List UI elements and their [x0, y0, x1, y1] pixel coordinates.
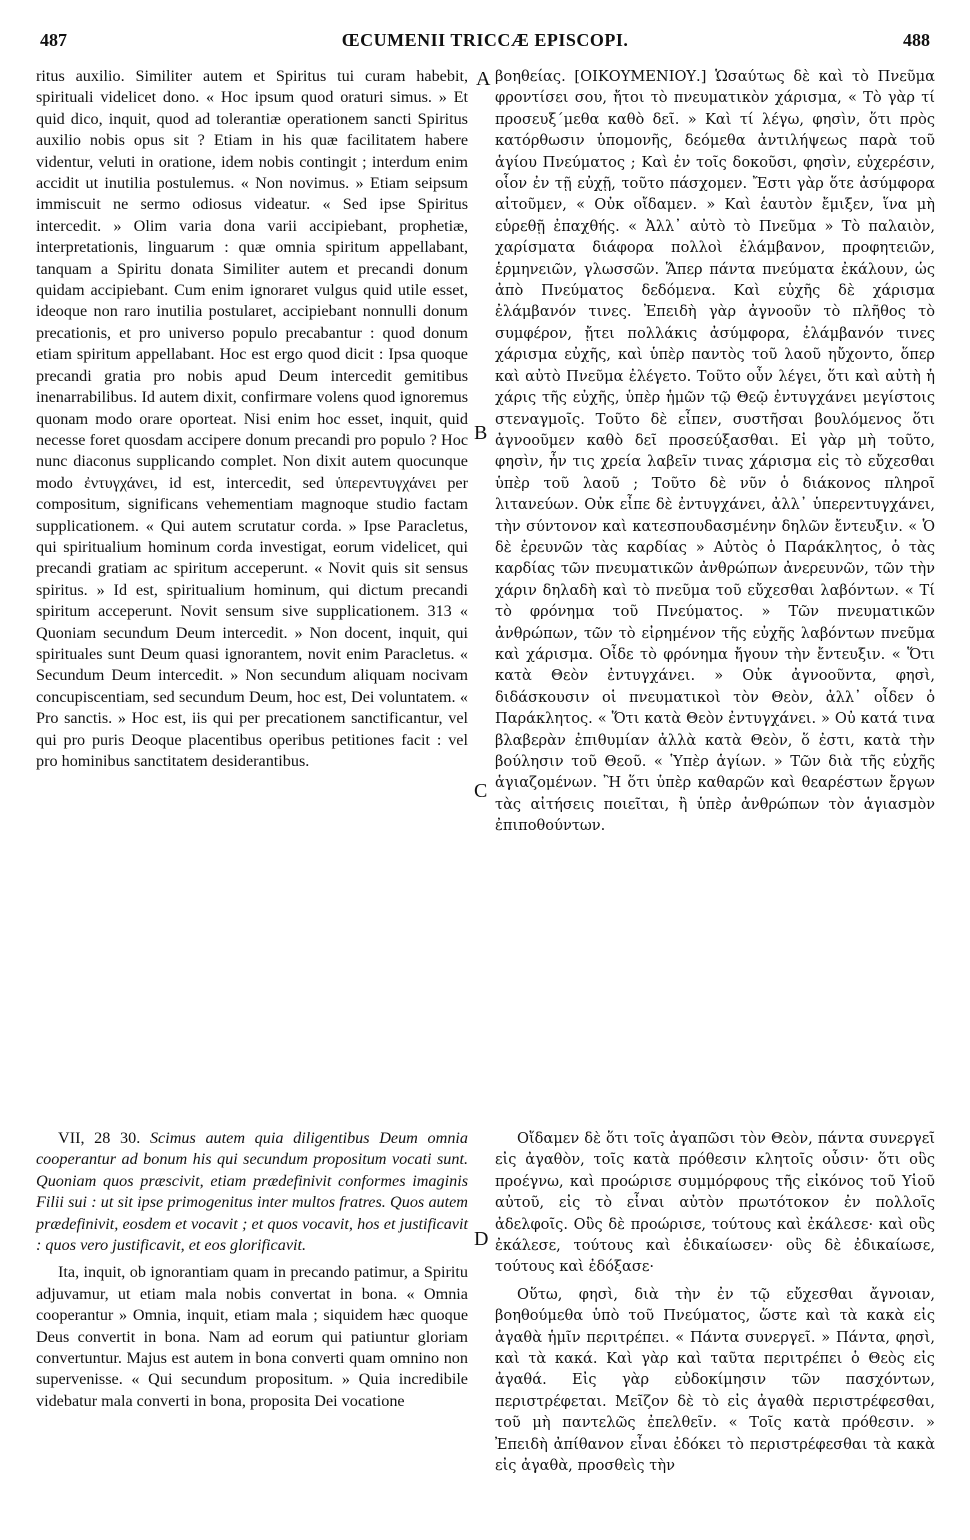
- greek-bottom-commentary: Οὕτω, φησὶ, διὰ τὴν ἐν τῷ εὔχεσθαι ἄγνοιαν, βοηθούμεθα ὑπὸ τοῦ Πνεύματος, ὥστε καὶ τὰ κακὰ εἰς ἀγαθὰ ἡμῖν περιτρέπει. « Πάντα συνεργεῖ. » Πάντα, φησὶ, καὶ τὰ κακά. Καὶ γὰρ καὶ ταῦτα περιτρέπει ὁ Θεὸς εἰς ἀγαθά. Εἰς γὰρ εὐδοκίμησιν τῶν πασχόντων, περιστρέφεται. Μεῖζον δὲ τὸ εἰς ἀγαθὰ περιστρέφεσθαι, τοῦ μὴ παντελῶς ἐπελθεῖν. « Τοῖς κατὰ πρόθεσιν. » Ἐπειδὴ ἀπίθανον εἶναι ἐδόκει τὸ περιστρέφεσθαι τὰ κακὰ εἰς ἀγαθὰ, προσθεὶς τὴν: [495, 1285, 935, 1475]
- latin-commentary: ritus auxilio. Similiter autem et Spiritus tui curam habebit, spirituali videlicet dono. « Hoc ipsum quod oraturi simus. » Et quid dico, inquit, quod ad tolerantiæ operationem sancti Spiritus auxilio nobis opus sit ? Etiam in his quæ facilitatem habere videntur, veluti in oratione, idem nobis contingit ; interdum enim accidit ut inutilia postulemus. « Non novimus. » Etiam seipsum immiscuit ne sermo odiosus videatur. « Sed ipse Spiritus intercedit. » Olim varia dona varii accipiebant, prophetiæ, interpretationis, linguarum : quæ omnia spiritum appellabant, tanquam a Spiritu donata Similiter autem et precandi donum quidam accipiebant. Cum enim ignoraret vulgus quid utile esset, ideoque non raro inutilia postularet, accipiebant nonnulli donum precationis, et pro universo populo precabantur : quod donum etiam spiritum appellabant. Hoc est ergo quod dicit : Ipsa quoque precandi gratia pro nobis apud Deum intercedit gemitibus inenarrabilibus. Id autem dixit, confirmare volens quod ignoremus quonam modo orare oporteat. Nisi enim hoc esset, inquit, quid necesse foret quosdam accipere donum precandi pro populo ? Hoc nunc diaconus supplicando complet. Non dixit autem quocunque modo ἐντυγχάνει, id est, intercedit, sed ὑπερεντυγχάνει per compositum, significans vehementiam magnoque studio factam supplicationem. « Qui autem scrutatur corda. » Ipse Paracletus, qui spiritualium hominum corda investigat, eorum videlicet, qui precandi gratiam ac spiritum acceperunt. « Novit quis sit sensus spiritus. » Id est, spiritualium hominum, qui dictum precandi spiritum acceperunt. Novit sensum sive supplicationem. 313 « Quoniam secundum Deum intercedit. » Non docent, inquit, qui spirituales sunt Deum quasi ignorantem, novit enim Paracletus. « Secundum Deum intercedit. » Non secundum aliquam nocivam concupiscentiam, sed secundum Deum, hoc est, Dei voluntatem. « Pro sanctis. » Hoc est, iis qui per precationem sanctificantur, vel qui pro puris Deoque placentibus operibus petitiones facit : vel pro hominibus sanctitatem desiderantibus.: [36, 67, 468, 770]
- latin-column-bottom: [36, 1128, 468, 1412]
- page-number-right: 488: [903, 30, 930, 50]
- latin-column-top: [36, 66, 468, 772]
- latin-bottom-commentary: Ita, inquit, ob ignorantiam quam in precando patimur, a Spiritu adjuvamur, ut etiam mala nobis convertat in bona. « Omnia cooperantur » Omnia, inquit, etiam mala ; siquidem hæc quoque Deus convertit in bona. Nam ad eorum qui patiuntur gloriam convertuntur. Majus est autem in bona converti quam omnino non supervenisse. « Qui secundum propositum. » Quia incredibile videbatur mala converti in bona, proposita Dei vocatione: [36, 1263, 468, 1410]
- section-marker-b: B: [474, 422, 488, 444]
- section-marker-c: C: [474, 780, 488, 802]
- latin-verse: [36, 1128, 468, 1256]
- greek-verse: Οἴδαμεν δὲ ὅτι τοῖς ἀγαπῶσι τὸν Θεὸν, πάντα συνεργεῖ εἰς ἀγαθὸν, τοῖς κατὰ πρόθεσιν κλητοῖς οὖσιν· ὅτι οὓς προέγνω, καὶ προώρισε συμμόρφους τῆς εἰκόνος τοῦ Υἱοῦ αὐτοῦ, εἰς τὸ εἶναι αὐτὸν πρωτότοκον ἐν πολλοῖς ἀδελφοῖς. Οὓς δὲ προώρισε, τούτους καὶ ἐκάλεσε· καὶ οὓς ἐκάλεσε, τούτους καὶ ἐδικαίωσεν· οὓς δὲ ἐδικαίωσε, τούτους καὶ ἐδόξασε·: [495, 1130, 935, 1276]
- greek-column-bottom: [495, 1128, 935, 1477]
- section-marker-d: D: [474, 1228, 489, 1250]
- section-marker-a: A: [476, 68, 491, 90]
- running-title: ŒCUMENII TRICCÆ EPISCOPI.: [341, 30, 629, 50]
- greek-column-top: [495, 66, 935, 837]
- latin-verse-reference: VII, 28 30.: [58, 1129, 141, 1147]
- latin-verse-text: Scimus autem quia diligentibus Deum omnia cooperantur ad bonum his qui secundum propositum vocati sunt. Quoniam quos præscivit, etiam prædefinivit conformes imaginis Filii sui : ut sit ipse primogenitus inter multos fratres. Quos autem prædefinivit, eosdem et vocavit ; et quos vocavit, hos et justificavit : quos vero justificavit, et eos glorificavit.: [36, 1129, 469, 1255]
- greek-commentary: βοηθείας. [ΟΙΚΟΥΜΕΝΙΟΥ.] Ὡσαύτως δὲ καὶ τὸ Πνεῦμα φροντίσει σου, ἤτοι τὸ πνευματικὸν χάρισμα, « Τὸ γὰρ τί προσευξ΄μεθα καθὸ δεῖ. » Καὶ τί λέγω, φησὶν, ὅτι πρὸς κατόρθωσιν ὑπομονῆς, δεόμεθα ἀντιλήψεως παρὰ τοῦ ἁγίου Πνεύματος ; Καὶ ἐν τοῖς δοκοῦσι, φησὶν, εὐχερέσιν, οἷον ἐν τῇ εὐχῇ, τοῦτο πάσχομεν. Ἔστι γὰρ ὅτε ἀσύμφορα αἰτοῦμεν, « Οὐκ οἴδαμεν. » Καὶ ἑαυτὸν ἔμιξεν, ἵνα μὴ εὑρεθῇ ἐπαχθής. « Ἀλλ᾽ αὐτὸ τὸ Πνεῦμα » Τὸ παλαιὸν, χαρίσματα διάφορα πολλοὶ ἐλάμβανον, προφητειῶν, ἑρμηνειῶν, γλωσσῶν. Ἅπερ πάντα πνεύματα ἐκάλουν, ὡς ἀπὸ Πνεύματος δεδόμενα. Καὶ εὐχῆς δὲ χάρισμα ἐλάμβανόν τινες. Ἐπειδὴ γὰρ ἀγνοοῦν τὸ πλῆθος τὸ συμφέρον, ᾔτει πολλάκις ἀσύμφορα, ἐλάμβανόν τινες χάρισμα εὐχῆς, καὶ ὑπὲρ παντὸς τοῦ λαοῦ ηὔχοντο, ὅπερ καὶ αὐτὸ Πνεῦμα ἐλέγετο. Τοῦτο οὖν λέγει, ὅτι καὶ αὐτὴ ἡ χάρις τῆς εὐχῆς, ὑπὲρ ἡμῶν τῷ Θεῷ ἐντυγχάνει μεγίστοις στεναγμοῖς. Τοῦτο δὲ εἶπεν, συστῆσαι βουλόμενος ὅτι ἀγνοοῦμεν καθὸ δεῖ προσεύξασθαι. Εἰ γὰρ μὴ τοῦτο, φησὶν, ἦν τις χρεία λαβεῖν τινας χάρισμα εἰς τὸ εὔχεσθαι ὑπὲρ τοῦ λαοῦ ; Τοῦτο δὲ νῦν ὁ διάκονος πληροῖ λιτανεύων. Οὐκ εἶπε δὲ ἐντυγχάνει, ἀλλ᾽ ὑπερεντυγχάνει, τὴν σύντονον καὶ κατεσπουδασμένην δηλῶν ἔντευξιν. « Ὁ δὲ ἐρευνῶν τὰς καρδίας » Αὐτὸς ὁ Παράκλητος, ὁ τὰς καρδίας τῶν πνευματικῶν ἀνθρώπων ἀνερευνῶν, τῶν τὴν χάριν δηλαδὴ καὶ τὸ πνεῦμα τοῦ εὔχεσθαι λαβόντων. « Τί τὸ φρόνημα τοῦ Πνεύματος. » Τῶν πνευματικῶν ἀνθρώπων, τῶν τὸ εἰρημένον τῆς εὐχῆς λαβόντων πνεῦμα καὶ χάρισμα. Οἶδε τὸ φρόνημα ἤγουν τὴν ἔντευξιν. « Ὅτι κατὰ Θεὸν ἐντυγχάνει. » Οὐκ ἀγνοοῦντα, φησὶ, διδάσκουσιν οἱ πνευματικοὶ τὸν Θεὸν, ἀλλ᾽ οἶδεν ὁ Παράκλητος. « Ὅτι κατὰ Θεὸν ἐντυγχάνει. » Οὐ κατά τινα βλαβερὰν ἐπιθυμίαν ἀλλὰ κατὰ Θεὸν, ὅ ἐστι, κατὰ τὴν βούλησιν τοῦ Θεοῦ. « Ὑπὲρ ἁγίων. » Τῶν διὰ τῆς εὐχῆς ἁγιαζομένων. Ἢ ὅτι ὑπὲρ καθαρῶν καὶ θεαρέστων ἔργων τὰς αἰτήσεις ποιεῖται, ἢ ὑπὲρ ἀνθρώπων τὸν ἁγιασμὸν ἐπιποθούντων.: [495, 68, 935, 835]
- running-header: [40, 30, 930, 58]
- page-number-left: 487: [40, 30, 67, 50]
